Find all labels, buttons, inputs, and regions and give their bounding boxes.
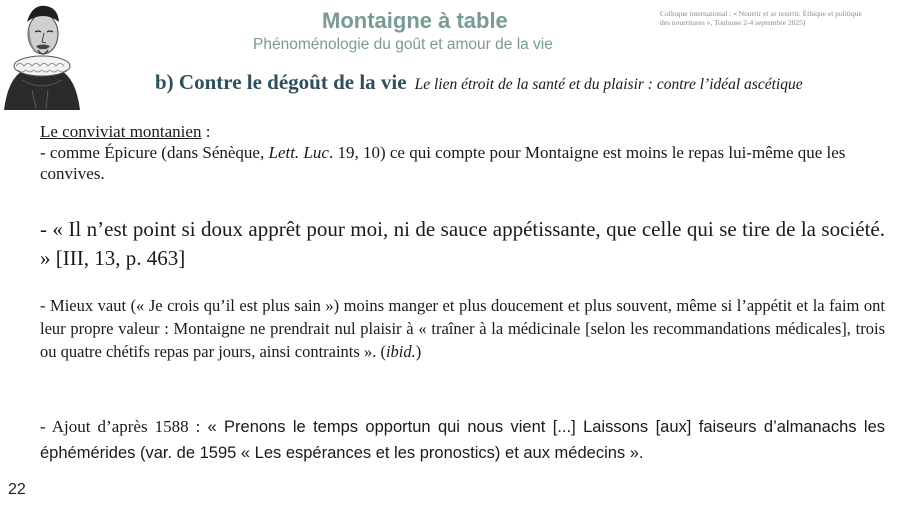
ibid-citation: ibid. [385, 342, 416, 361]
slide-subtitle: Phénoménologie du goût et amour de la vie [253, 36, 553, 53]
p3-text: - Mieux vaut (« Je crois qu’il est plus sain ») moins manger et plus doucement et plus souvent, même si l’appétit et la faim ont leur propre valeur : Montaigne ne prendrait nul plaisir à « traîner à la médicinale [selon les recommandations médicales], trois ou quatre chétifs repas par jours, ainsi contraints ». ( [40, 296, 885, 361]
colloque-line-2: des nourritures », Toulouse 2-4 septembre 2025) [660, 18, 806, 27]
p1-text-start: - comme Épicure (dans Sénèque, [40, 143, 269, 162]
p3-close: ) [415, 342, 422, 361]
p4-intro: - Ajout d’après 1588 : [40, 417, 208, 436]
p1-text-end: . 19, 10) ce qui compte pour Montaigne est moins le repas lui-même que les convives. [40, 143, 846, 183]
section-header [155, 70, 803, 95]
colloque-line-1: Colloque international : « Nourrir et se nourrir. Éthique et politique [660, 9, 862, 18]
paragraph-heading: Le conviviat montanien [40, 122, 202, 141]
paragraph-ajout-1588 [40, 414, 885, 466]
montaigne-portrait-icon [2, 0, 82, 110]
page-number: 22 [8, 481, 26, 498]
section-subheading: Le lien étroit de la santé et du plaisir : contre l’idéal ascétique [414, 76, 803, 93]
paragraph-conviviat [40, 121, 885, 184]
slide-title: Montaigne à table [322, 8, 508, 33]
paragraph-quote-societe: - « Il n’est point si doux apprêt pour moi, ni de sauce appétissante, que celle qui se tire de la société. » [III, 13, p. 463] [40, 217, 885, 270]
p4-quote: « Prenons le temps opportun qui nous vient [...] Laissons [aux] faiseurs d’almanachs les éphémérides (var. de 1595 « Les espérances et les pronostics) et aux médecins ». [40, 418, 886, 462]
section-heading: b) Contre le dégoût de la vie [155, 70, 407, 94]
paragraph-mieux-vaut [40, 294, 885, 363]
heading-colon: : [201, 122, 211, 141]
citation-title: Lett. Luc [268, 143, 329, 162]
colloque-reference [660, 9, 900, 27]
